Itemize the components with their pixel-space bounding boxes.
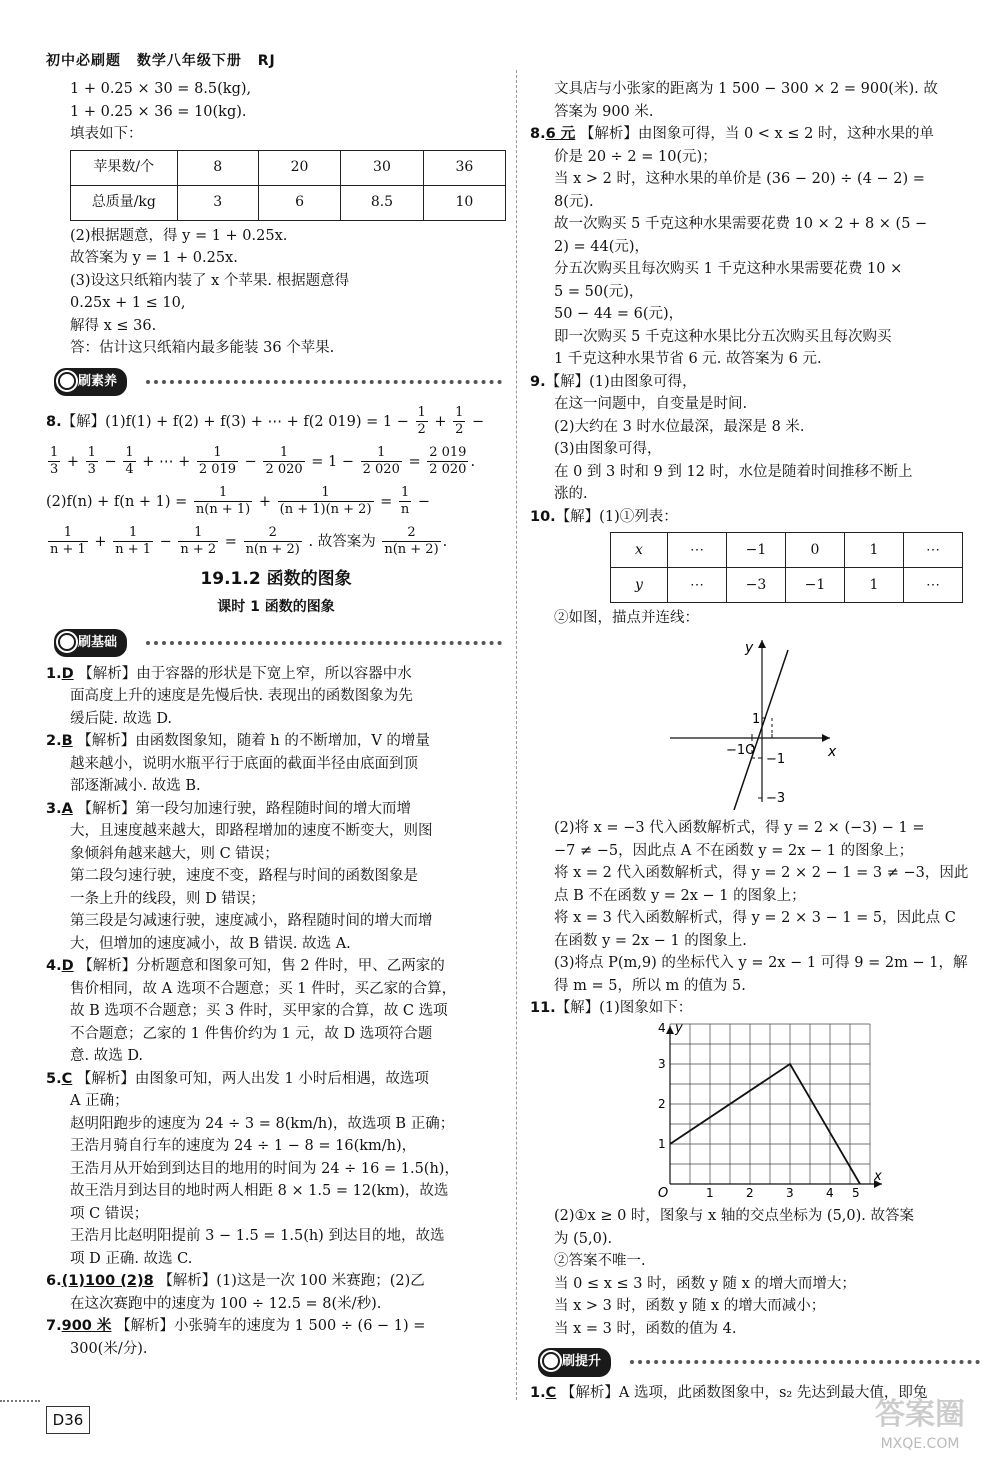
text-line: (3)将点 P(m,9) 的坐标代入 y = 2x − 1 可得 9 = 2m − 1，解 xyxy=(554,955,968,971)
text-line: 象倾斜角越来越大，则 C 错误； xyxy=(70,845,279,862)
y-axis-arrow xyxy=(758,640,766,648)
question-number: 1. xyxy=(46,665,62,682)
numerator: 1 xyxy=(278,485,374,502)
fraction xyxy=(399,485,411,518)
text-span: = 1 − xyxy=(311,453,355,470)
text-line: 王浩月从开始到到达目的地用的时间为 24 ÷ 16 = 1.5(h)， xyxy=(70,1160,459,1177)
text-line: (3)设这只纸箱内装了 x 个苹果. 根据题意得 xyxy=(70,272,350,289)
table-cell: −1 xyxy=(786,568,845,603)
denominator: 2 020 xyxy=(265,462,303,477)
q8-line3: (2)f(n) + f(n + 1) = $\frac{1}{n(n + 1)}$ + $\frac{1}{(n + 1)(n + 2)}$ = $\frac{1}{n}$ − xyxy=(46,485,431,517)
text-span: 【解析】由于容器的形状是下宽上窄，所以容器中水 xyxy=(78,665,412,682)
denominator: 3 xyxy=(87,462,96,477)
fraction xyxy=(48,525,88,558)
x-tick-label: 4 xyxy=(826,1185,834,1198)
numerator: 1 xyxy=(399,485,411,502)
text-span: = xyxy=(380,493,393,510)
column-divider xyxy=(516,70,518,1400)
tick-label: −1 xyxy=(766,751,786,767)
text-line: ②如图，描点并连线： xyxy=(554,610,699,626)
text-span: + ⋯ + xyxy=(142,453,191,470)
table-row xyxy=(71,185,506,220)
text-line: 涨的. xyxy=(554,486,588,502)
table-cell: ⋯ xyxy=(904,568,963,603)
answer-4 xyxy=(46,955,506,978)
denominator: (n + 1)(n + 2) xyxy=(279,502,372,517)
text-span: 【解】(1)①列表： xyxy=(555,508,678,525)
text-line: 5 = 50(元)， xyxy=(554,283,644,300)
y-axis-arrow xyxy=(666,1026,674,1034)
table-row xyxy=(611,533,963,568)
text-line: 大，但增加的速度减小，故 B 错误. 故选 A. xyxy=(70,935,351,952)
text-line: 为 (5,0). xyxy=(554,1230,613,1247)
table-cell: 总质量/kg xyxy=(71,185,178,220)
table-cell: 苹果数/个 xyxy=(71,150,178,185)
denominator: 3 xyxy=(50,462,59,477)
text-line: 50 − 44 = 6(元)， xyxy=(554,306,684,322)
answer-choice: D xyxy=(61,958,74,974)
question-number: 11. xyxy=(530,1000,556,1016)
fraction xyxy=(113,525,153,558)
text-line: 将 x = 3 代入函数解析式，得 y = 2 × 3 − 1 = 5，因此点 C xyxy=(554,910,956,926)
subject: 数学八年级下册 xyxy=(136,53,242,69)
text-line: 8(元). xyxy=(554,193,594,210)
answer-choice: D xyxy=(61,665,74,682)
answer-6 xyxy=(46,1270,506,1293)
text-line: (3)由图象可得， xyxy=(554,441,662,457)
answer-3 xyxy=(46,798,506,821)
text-line: 部逐渐减小. 故选 B. xyxy=(70,778,201,794)
text-line: 一条上升的线段，则 D 错误； xyxy=(70,890,265,907)
text-line: 故 B 选项不合题意；买 3 件时，买甲家的合算，故 C 选项 xyxy=(70,1003,448,1019)
text-line: −7 ≠ −5，因此点 A 不在函数 y = 2x − 1 的图象上； xyxy=(554,842,914,859)
text-line: (2)大约在 3 时水位最深，最深是 8 米. xyxy=(554,418,805,435)
text-line: ②答案不唯一. xyxy=(554,1253,646,1269)
banner-label: 刷提升 xyxy=(538,1348,611,1377)
q8-line1: 8.【解】(1)f(1) + f(2) + f(3) + ⋯ + f(2 019) = 1 − $\frac{1}{2}$ + $\frac{1}{2}$ − xyxy=(46,405,485,437)
left-column xyxy=(46,78,506,1360)
text-line: 王浩月比赵明阳提前 3 − 1.5 = 1.5(h) 到达目的地，故选 xyxy=(70,1228,445,1244)
numerator: 1 xyxy=(263,445,304,462)
numerator: 1 xyxy=(455,405,464,420)
fraction xyxy=(263,445,304,478)
page-header xyxy=(46,50,286,70)
page-number: D36 xyxy=(46,1406,90,1434)
section-banner-tisheng xyxy=(530,1346,984,1376)
numerator: 1 xyxy=(48,525,88,542)
text-line: A 正确； xyxy=(70,1093,129,1109)
text-line: 售价相同，故 A 选项不合题意；买 1 件时，买乙家的合算， xyxy=(70,980,457,997)
x-axis-label: x xyxy=(874,1168,882,1184)
denominator: n(n + 2) xyxy=(245,542,300,557)
text-line: 价是 20 ÷ 2 = 10(元)； xyxy=(554,148,717,165)
banner-label: 刷素养 xyxy=(54,368,127,397)
table-cell: x xyxy=(611,533,668,568)
table-cell: ⋯ xyxy=(904,533,963,568)
answer-choice: A xyxy=(61,800,73,817)
text-span: 【解析】小张骑车的速度为 1 500 ÷ (6 − 1) = xyxy=(116,1318,426,1334)
numerator: 2 xyxy=(244,525,302,542)
text-line: 大，且速度越来越大，即路程增加的速度不断变大，则图 xyxy=(70,823,433,839)
table-cell: 0 xyxy=(786,533,845,568)
text-line: 故答案为 y = 1 + 0.25x. xyxy=(70,250,238,266)
y-tick-label: 4 xyxy=(658,1020,666,1035)
text-line: 在这一问题中，自变量是时间. xyxy=(554,396,748,412)
fraction xyxy=(123,445,135,478)
text-line: 王浩月骑自行车的速度为 24 ÷ 1 − 8 = 16(km/h)， xyxy=(70,1138,417,1154)
grid xyxy=(670,1024,870,1184)
numerator: 1 xyxy=(361,445,402,462)
numerator: 1 xyxy=(87,445,96,460)
x-tick-label: 1 xyxy=(706,1185,714,1198)
text-line: 0.25x + 1 ≤ 10, xyxy=(70,295,186,311)
text-line: 在函数 y = 2x − 1 的图象上. xyxy=(554,932,747,949)
x-tick-label: 5 xyxy=(852,1185,860,1198)
table-cell: ⋯ xyxy=(668,533,727,568)
text-line: 300(米/分). xyxy=(70,1340,148,1357)
tick-label: 1 xyxy=(752,711,761,727)
answer-choice: B xyxy=(61,733,73,749)
denominator: 2 020 xyxy=(362,462,400,477)
numerator: 1 xyxy=(194,485,252,502)
x-axis-arrow xyxy=(822,734,830,742)
text-line: 1 千克这种水果节省 6 元. 故答案为 6 元. xyxy=(554,351,822,367)
book-title: 初中必刷题 xyxy=(46,53,121,69)
q8-line2: $\frac{1}{3}$ + $\frac{1}{3}$ − $\frac{1}{4}$ + ⋯ + $\frac{1}{2 019}$ − $\frac{1}{2 020}$ = 1 − $\frac{1}{2 020}$ = $\frac{2 019}{2 020}$ . xyxy=(50,445,476,477)
table-cell: 1 xyxy=(845,533,904,568)
linear-function-graph xyxy=(530,630,984,810)
tick-label: −1O xyxy=(726,742,756,758)
tick-label: −3 xyxy=(766,790,786,806)
answer-10 xyxy=(530,506,984,529)
text-span: 【解】(1)图象如下： xyxy=(555,1000,693,1016)
table-row xyxy=(611,568,963,603)
section-banner-jichu xyxy=(46,627,506,657)
denominator: n xyxy=(400,502,410,517)
text-span: 【解】(1)由图象可得， xyxy=(545,373,697,390)
table-cell: 6 xyxy=(258,185,340,220)
text-line: 点 B 不在函数 y = 2x − 1 的图象上； xyxy=(554,887,806,904)
watermark-logo: 答案圈 xyxy=(875,1397,965,1432)
grid-function-graph xyxy=(530,1020,984,1198)
y-tick-label: 3 xyxy=(658,1056,666,1071)
denominator: n + 2 xyxy=(180,542,217,557)
text-span: = xyxy=(408,453,421,470)
question-number: 8. xyxy=(46,413,62,430)
text-span: 【解析】第一段匀加速行驶，路程随时间的增大而增 xyxy=(77,800,411,817)
text-line: 当 0 ≤ x ≤ 3 时，函数 y 随 x 的增大而增大； xyxy=(554,1275,856,1292)
text-line: 当 x > 3 时，函数 y 随 x 的增大而减小； xyxy=(554,1298,826,1314)
table-cell: y xyxy=(611,568,668,603)
text-span: 【解析】分析题意和图象可知，售 2 件时，甲、乙两家的 xyxy=(78,958,445,974)
table-cell: 1 xyxy=(845,568,904,603)
text-line: (2)将 x = −3 代入函数解析式，得 y = 2 × (−3) − 1 = xyxy=(554,820,925,836)
dotted-rule xyxy=(630,1360,980,1364)
text-line: 在这次赛跑中的速度为 100 ÷ 12.5 = 8(米/秒). xyxy=(70,1295,382,1312)
numerator: 1 xyxy=(197,445,238,462)
question-number: 2. xyxy=(46,733,62,749)
table-cell: 20 xyxy=(258,150,340,185)
x-tick-label: 3 xyxy=(786,1185,794,1198)
footer-dots xyxy=(0,1400,40,1402)
text-span: 【解】(1)f(1) + f(2) + f(3) + ⋯ + f(2 019) = 1 − xyxy=(61,413,409,430)
denominator: n(n + 2) xyxy=(384,542,439,557)
text-line: 意. 故选 D. xyxy=(70,1048,144,1064)
y-axis-label: y xyxy=(675,1020,683,1036)
table-cell: 8 xyxy=(177,150,258,185)
text-span: 【解析】由图象可得，当 0 < x ≤ 2 时，这种水果的单 xyxy=(579,126,934,142)
fraction xyxy=(453,405,465,438)
watermark xyxy=(860,1395,980,1465)
text-span: 【解析】(1)这是一次 100 米赛跑；(2)乙 xyxy=(158,1273,425,1289)
answer-7 xyxy=(46,1315,506,1338)
numerator: 2 xyxy=(382,525,440,542)
text-span: 【解析】由函数图象知，随着 h 的不断增加，V 的增量 xyxy=(77,733,430,749)
text-line: 1 + 0.25 × 36 = 10(kg). xyxy=(70,103,247,120)
text-line: 将 x = 2 代入函数解析式，得 y = 2 × 2 − 1 = 3 ≠ −3，因此 xyxy=(554,865,969,881)
answer-2 xyxy=(46,730,506,753)
text-line: 项 D 正确. 故选 C. xyxy=(70,1250,193,1267)
fraction xyxy=(197,445,238,478)
question-number: 10. xyxy=(530,508,556,525)
right-column xyxy=(530,78,984,1405)
section-banner-suyang xyxy=(46,366,506,396)
denominator: 2 019 xyxy=(198,462,237,477)
table-cell: 10 xyxy=(423,185,505,220)
numerator: 1 xyxy=(417,405,426,420)
text-line: 项 C 错误； xyxy=(70,1205,149,1222)
function-line xyxy=(734,650,788,810)
text-span: (2)f(n) + f(n + 1) = xyxy=(46,493,188,510)
denominator: 4 xyxy=(125,462,134,477)
denominator: n + 1 xyxy=(115,542,151,557)
text-line: 填表如下： xyxy=(70,126,143,142)
question-number: 9. xyxy=(530,373,546,390)
text-line: 不合题意；乙家的 1 件售价约为 1 元，故 D 选项符合题 xyxy=(70,1025,433,1042)
question-number: 1. xyxy=(530,1385,546,1401)
numerator: 1 xyxy=(50,445,59,460)
x-tick-label: 2 xyxy=(746,1185,754,1198)
text-line: 2) = 44(元)， xyxy=(554,238,650,255)
text-line: 解得 x ≤ 36. xyxy=(70,317,157,334)
dotted-rule xyxy=(146,641,502,645)
text-line: 文具店与小张家的距离为 1 500 − 300 × 2 = 900(米). 故 xyxy=(554,81,938,97)
fraction xyxy=(416,405,428,438)
question-number: 7. xyxy=(46,1318,62,1334)
y-tick-label: 2 xyxy=(658,1096,666,1111)
answer-choice: C xyxy=(545,1385,557,1401)
fraction xyxy=(427,445,468,478)
table-cell: 3 xyxy=(177,185,258,220)
text-line: 故王浩月到达目的地时两人相距 8 × 1.5 = 12(km)，故选 xyxy=(70,1183,449,1199)
answer-5 xyxy=(46,1068,506,1091)
numerator: 1 xyxy=(125,445,134,460)
denominator: 2 020 xyxy=(429,462,467,477)
table-cell: 8.5 xyxy=(341,185,424,220)
lesson-title: 课时 1 函数的图象 xyxy=(217,599,335,615)
answer-choice: C xyxy=(61,1070,73,1087)
answer-8 xyxy=(530,123,984,146)
text-line: 在 0 到 3 时和 9 到 12 时，水位是随着时间推移不断上 xyxy=(554,463,913,480)
text-span: 【解析】由图象可知，两人出发 1 小时后相遇，故选项 xyxy=(76,1070,429,1087)
table-cell: 36 xyxy=(423,150,505,185)
text-line: (2)①x ≥ 0 时，图象与 x 轴的交点坐标为 (5,0). 故答案 xyxy=(554,1208,915,1224)
text-line: 得 m = 5，所以 m 的值为 5. xyxy=(554,977,746,994)
text-line: 越来越小，说明水瓶平行于底面的截面半径由底面到顶 xyxy=(70,755,418,772)
section-title: 19.1.2 函数的图象 xyxy=(200,568,352,589)
edition: RJ xyxy=(257,53,276,69)
denominator: n(n + 1) xyxy=(195,502,251,517)
fraction xyxy=(244,525,302,558)
answer-fill: 6 元 xyxy=(545,126,576,142)
text-span: . 故答案为 xyxy=(308,533,376,550)
fraction xyxy=(86,445,98,478)
text-line: 故一次购买 5 千克这种水果需要花费 10 × 2 + 8 × (5 − xyxy=(554,216,928,232)
numerator: 1 xyxy=(178,525,218,542)
text-line: 缓后陡. 故选 D. xyxy=(70,710,173,727)
text-line: 答：估计这只纸箱内最多能装 36 个苹果. xyxy=(70,340,335,356)
table-cell: −3 xyxy=(727,568,786,603)
fraction xyxy=(382,525,440,558)
text-line: (2)根据题意，得 y = 1 + 0.25x. xyxy=(70,227,288,244)
dotted-rule xyxy=(146,380,502,384)
text-line: 分五次购买且每次购买 1 千克这种水果需要花费 10 × xyxy=(554,261,903,277)
fraction xyxy=(361,445,402,478)
denominator: 2 xyxy=(455,422,464,437)
text-line: 答案为 900 米. xyxy=(554,103,654,120)
q8-line4: $\frac{1}{n + 1}$ + $\frac{1}{n + 1}$ − $\frac{1}{n + 2}$ = $\frac{2}{n(n + 2)}$ . 故答案为 $\frac{2}{n(n + 2)}$ . xyxy=(50,525,448,557)
text-line: 当 x > 2 时，这种水果的单价是 (36 − 20) ÷ (4 − 2) = xyxy=(554,171,925,187)
table-cell: 30 xyxy=(341,150,424,185)
text-span: 【解析】A 选项，此函数图象中，s₂ 先达到最大值，即兔 xyxy=(560,1385,928,1401)
denominator: n + 1 xyxy=(50,542,86,557)
banner-label: 刷基础 xyxy=(54,629,127,658)
apple-weight-table xyxy=(70,150,506,221)
answer-fill: (1)100 (2)8 xyxy=(61,1273,154,1289)
numerator: 1 xyxy=(113,525,153,542)
table-cell: −1 xyxy=(727,533,786,568)
numerator: 2 019 xyxy=(429,445,467,460)
text-line: 面高度上升的速度是先慢后快. 表现出的函数图象为先 xyxy=(70,688,413,704)
text-line: 即一次购买 5 千克这种水果比分五次购买且每次购买 xyxy=(554,328,892,345)
text-line: 第三段是匀减速行驶，速度减小，路程随时间的增大而增 xyxy=(70,913,433,929)
question-number: 8. xyxy=(530,126,546,142)
fraction xyxy=(194,485,252,518)
origin-label: O xyxy=(658,1185,669,1198)
answer-fill: 900 米 xyxy=(61,1318,112,1334)
fraction xyxy=(278,485,374,518)
question-number: 5. xyxy=(46,1070,62,1087)
answer-1 xyxy=(46,663,506,686)
text-line: 赵明阳跑步的速度为 24 ÷ 3 = 8(km/h)，故选项 B 正确； xyxy=(70,1115,455,1132)
fraction xyxy=(48,445,60,478)
x-axis-label: x xyxy=(828,743,837,760)
xy-table xyxy=(610,532,963,603)
fraction xyxy=(178,525,218,558)
text-span: + xyxy=(434,413,447,430)
table-cell: ⋯ xyxy=(668,568,727,603)
watermark-url: MXQE.COM xyxy=(880,1436,960,1452)
table-row xyxy=(71,150,506,185)
question-number: 4. xyxy=(46,958,62,974)
answer-9 xyxy=(530,371,984,394)
text-line: 第二段匀速行驶，速度不变，路程与时间的函数图象是 xyxy=(70,868,418,884)
y-axis-label: y xyxy=(745,639,754,656)
y-tick-label: 1 xyxy=(658,1136,666,1151)
denominator: 2 xyxy=(417,422,426,437)
text-line: 1 + 0.25 × 30 = 8.5(kg), xyxy=(70,81,252,97)
text-line: 当 x = 3 时，函数的值为 4. xyxy=(554,1320,737,1337)
answer-11 xyxy=(530,997,984,1020)
question-number: 3. xyxy=(46,800,62,817)
text-span: + xyxy=(258,493,272,510)
question-number: 6. xyxy=(46,1273,62,1289)
